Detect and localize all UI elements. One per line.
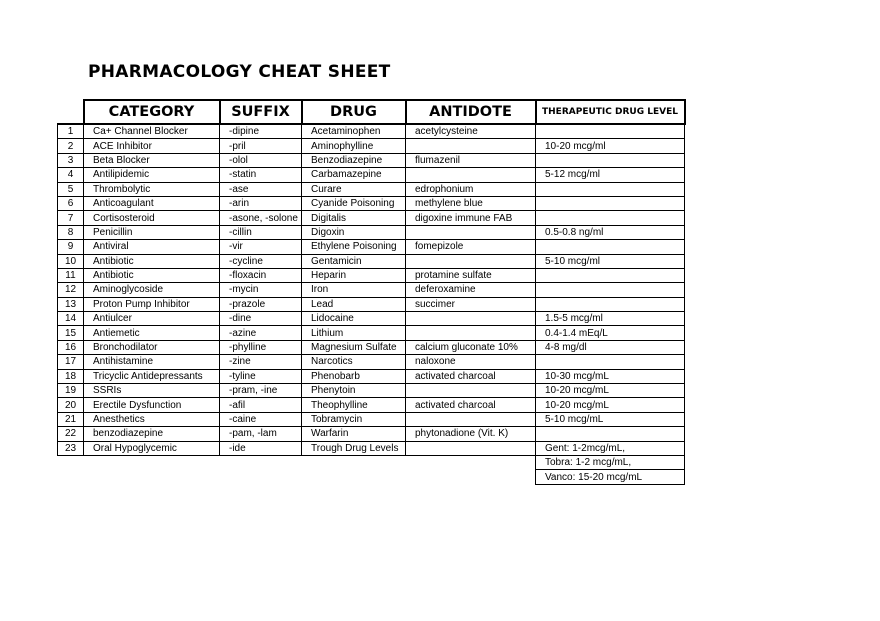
- table-row: [58, 182, 685, 196]
- drug-cell: Magnesium Sulfate: [302, 340, 406, 354]
- empty-cell: [84, 455, 220, 469]
- antidote-cell: succimer: [406, 297, 536, 311]
- level-cell: 10-20 mcg/ml: [536, 139, 685, 153]
- drug-cell: Curare: [302, 182, 406, 196]
- row-number: 7: [58, 211, 84, 225]
- suffix-cell: -dine: [220, 312, 302, 326]
- row-number: 20: [58, 398, 84, 412]
- empty-cell: [302, 470, 406, 484]
- suffix-cell: -ide: [220, 441, 302, 455]
- suffix-cell: -afil: [220, 398, 302, 412]
- drug-cell: Cyanide Poisoning: [302, 196, 406, 210]
- category-cell: Bronchodilator: [84, 340, 220, 354]
- level-cell: [536, 182, 685, 196]
- level-cell: 1.5-5 mcg/ml: [536, 312, 685, 326]
- antidote-cell: [406, 168, 536, 182]
- level-cell: 10-20 mcg/mL: [536, 384, 685, 398]
- level-cell: Vanco: 15-20 mcg/mL: [536, 470, 685, 484]
- suffix-cell: -azine: [220, 326, 302, 340]
- drug-cell: Tobramycin: [302, 412, 406, 426]
- row-number: 22: [58, 427, 84, 441]
- suffix-cell: -caine: [220, 412, 302, 426]
- level-cell: [536, 268, 685, 282]
- row-number: 18: [58, 369, 84, 383]
- table-row: [58, 196, 685, 210]
- level-cell: [536, 211, 685, 225]
- suffix-cell: -prazole: [220, 297, 302, 311]
- table-row-extra-level: [58, 470, 685, 484]
- table-row: [58, 312, 685, 326]
- level-cell: Gent: 1-2mcg/mL,: [536, 441, 685, 455]
- category-cell: Cortisosteroid: [84, 211, 220, 225]
- page-title: PHARMACOLOGY CHEAT SHEET: [88, 62, 391, 82]
- row-number: 19: [58, 384, 84, 398]
- suffix-cell: -phylline: [220, 340, 302, 354]
- level-cell: 4-8 mg/dl: [536, 340, 685, 354]
- level-cell: [536, 297, 685, 311]
- category-cell: Antibiotic: [84, 254, 220, 268]
- row-number: 14: [58, 312, 84, 326]
- cheat-sheet-table: [57, 99, 686, 485]
- category-cell: Antiulcer: [84, 312, 220, 326]
- row-number: 17: [58, 355, 84, 369]
- header-therapeutic-level: THERAPEUTIC DRUG LEVEL: [536, 100, 685, 124]
- drug-cell: Ethylene Poisoning: [302, 240, 406, 254]
- suffix-cell: -ase: [220, 182, 302, 196]
- table-row: [58, 412, 685, 426]
- suffix-cell: -cillin: [220, 225, 302, 239]
- category-cell: Tricyclic Antidepressants: [84, 369, 220, 383]
- suffix-cell: -asone, -solone: [220, 211, 302, 225]
- suffix-cell: -zine: [220, 355, 302, 369]
- table-row: [58, 369, 685, 383]
- antidote-cell: [406, 312, 536, 326]
- level-cell: Tobra: 1-2 mcg/mL,: [536, 455, 685, 469]
- level-cell: 5-12 mcg/ml: [536, 168, 685, 182]
- table-row: [58, 326, 685, 340]
- table-row-extra-level: [58, 455, 685, 469]
- suffix-cell: -cycline: [220, 254, 302, 268]
- suffix-cell: -pam, -lam: [220, 427, 302, 441]
- drug-cell: Warfarin: [302, 427, 406, 441]
- table-row: [58, 211, 685, 225]
- category-cell: Penicillin: [84, 225, 220, 239]
- row-number: 2: [58, 139, 84, 153]
- row-number: 11: [58, 268, 84, 282]
- category-cell: Anticoagulant: [84, 196, 220, 210]
- antidote-cell: [406, 225, 536, 239]
- level-cell: [536, 355, 685, 369]
- drug-cell: Phenytoin: [302, 384, 406, 398]
- suffix-cell: -vir: [220, 240, 302, 254]
- row-number: 12: [58, 283, 84, 297]
- category-cell: benzodiazepine: [84, 427, 220, 441]
- row-number: 21: [58, 412, 84, 426]
- antidote-cell: methylene blue: [406, 196, 536, 210]
- table-row: [58, 225, 685, 239]
- antidote-cell: naloxone: [406, 355, 536, 369]
- level-cell: [536, 427, 685, 441]
- antidote-cell: [406, 254, 536, 268]
- table-row: [58, 398, 685, 412]
- drug-cell: Lidocaine: [302, 312, 406, 326]
- drug-cell: Benzodiazepine: [302, 153, 406, 167]
- level-cell: [536, 240, 685, 254]
- level-cell: 0.4-1.4 mEq/L: [536, 326, 685, 340]
- antidote-cell: deferoxamine: [406, 283, 536, 297]
- empty-cell: [58, 455, 84, 469]
- antidote-cell: [406, 384, 536, 398]
- table-row: [58, 124, 685, 139]
- table-row: [58, 297, 685, 311]
- suffix-cell: -statin: [220, 168, 302, 182]
- drug-cell: Carbamazepine: [302, 168, 406, 182]
- row-number: 15: [58, 326, 84, 340]
- suffix-cell: -dipine: [220, 124, 302, 139]
- empty-cell: [406, 470, 536, 484]
- table-row: [58, 240, 685, 254]
- row-number: 8: [58, 225, 84, 239]
- table-row: [58, 283, 685, 297]
- drug-cell: Acetaminophen: [302, 124, 406, 139]
- category-cell: Antiemetic: [84, 326, 220, 340]
- empty-cell: [220, 455, 302, 469]
- antidote-cell: [406, 139, 536, 153]
- suffix-cell: -pril: [220, 139, 302, 153]
- antidote-cell: fomepizole: [406, 240, 536, 254]
- drug-cell: Phenobarb: [302, 369, 406, 383]
- table-row: [58, 441, 685, 455]
- suffix-cell: -arin: [220, 196, 302, 210]
- antidote-cell: [406, 441, 536, 455]
- antidote-cell: phytonadione (Vit. K): [406, 427, 536, 441]
- level-cell: [536, 153, 685, 167]
- antidote-cell: digoxine immune FAB: [406, 211, 536, 225]
- drug-cell: Lithium: [302, 326, 406, 340]
- suffix-cell: -mycin: [220, 283, 302, 297]
- drug-cell: Lead: [302, 297, 406, 311]
- category-cell: Antilipidemic: [84, 168, 220, 182]
- level-cell: 5-10 mcg/mL: [536, 412, 685, 426]
- row-number: 9: [58, 240, 84, 254]
- table-row: [58, 355, 685, 369]
- category-cell: Ca+ Channel Blocker: [84, 124, 220, 139]
- antidote-cell: [406, 412, 536, 426]
- antidote-cell: activated charcoal: [406, 369, 536, 383]
- drug-cell: Trough Drug Levels: [302, 441, 406, 455]
- category-cell: Antihistamine: [84, 355, 220, 369]
- drug-cell: Digitalis: [302, 211, 406, 225]
- antidote-cell: activated charcoal: [406, 398, 536, 412]
- category-cell: Proton Pump Inhibitor: [84, 297, 220, 311]
- antidote-cell: protamine sulfate: [406, 268, 536, 282]
- row-number: 23: [58, 441, 84, 455]
- antidote-cell: calcium gluconate 10%: [406, 340, 536, 354]
- row-number: 13: [58, 297, 84, 311]
- antidote-cell: acetylcysteine: [406, 124, 536, 139]
- drug-cell: Gentamicin: [302, 254, 406, 268]
- category-cell: Beta Blocker: [84, 153, 220, 167]
- category-cell: Erectile Dysfunction: [84, 398, 220, 412]
- row-number: 16: [58, 340, 84, 354]
- antidote-cell: [406, 326, 536, 340]
- suffix-cell: -tyline: [220, 369, 302, 383]
- antidote-cell: edrophonium: [406, 182, 536, 196]
- drug-cell: Heparin: [302, 268, 406, 282]
- row-number: 1: [58, 124, 84, 139]
- level-cell: 0.5-0.8 ng/ml: [536, 225, 685, 239]
- row-number: 3: [58, 153, 84, 167]
- header-category: CATEGORY: [84, 100, 220, 124]
- empty-cell: [406, 455, 536, 469]
- category-cell: Aminoglycoside: [84, 283, 220, 297]
- level-cell: [536, 283, 685, 297]
- suffix-cell: -olol: [220, 153, 302, 167]
- table-row: [58, 139, 685, 153]
- antidote-cell: flumazenil: [406, 153, 536, 167]
- empty-cell: [58, 470, 84, 484]
- header-antidote: ANTIDOTE: [406, 100, 536, 124]
- header-row: [58, 100, 685, 124]
- level-cell: [536, 124, 685, 139]
- row-number: 4: [58, 168, 84, 182]
- row-number: 10: [58, 254, 84, 268]
- suffix-cell: -floxacin: [220, 268, 302, 282]
- level-cell: 10-30 mcg/mL: [536, 369, 685, 383]
- table-row: [58, 254, 685, 268]
- drug-cell: Digoxin: [302, 225, 406, 239]
- table-row: [58, 268, 685, 282]
- header-suffix: SUFFIX: [220, 100, 302, 124]
- header-drug: DRUG: [302, 100, 406, 124]
- drug-cell: Theophylline: [302, 398, 406, 412]
- empty-cell: [84, 470, 220, 484]
- category-cell: Thrombolytic: [84, 182, 220, 196]
- category-cell: Oral Hypoglycemic: [84, 441, 220, 455]
- row-number: 6: [58, 196, 84, 210]
- category-cell: SSRIs: [84, 384, 220, 398]
- table-row: [58, 384, 685, 398]
- category-cell: Antiviral: [84, 240, 220, 254]
- empty-cell: [302, 455, 406, 469]
- level-cell: [536, 196, 685, 210]
- drug-cell: Aminophylline: [302, 139, 406, 153]
- empty-cell: [220, 470, 302, 484]
- category-cell: Antibiotic: [84, 268, 220, 282]
- drug-cell: Narcotics: [302, 355, 406, 369]
- table-row: [58, 168, 685, 182]
- table-body: [58, 124, 685, 484]
- level-cell: 5-10 mcg/ml: [536, 254, 685, 268]
- table-row: [58, 427, 685, 441]
- category-cell: Anesthetics: [84, 412, 220, 426]
- drug-cell: Iron: [302, 283, 406, 297]
- level-cell: 10-20 mcg/mL: [536, 398, 685, 412]
- table-row: [58, 340, 685, 354]
- table-row: [58, 153, 685, 167]
- header-number: [58, 100, 84, 124]
- suffix-cell: -pram, -ine: [220, 384, 302, 398]
- row-number: 5: [58, 182, 84, 196]
- category-cell: ACE Inhibitor: [84, 139, 220, 153]
